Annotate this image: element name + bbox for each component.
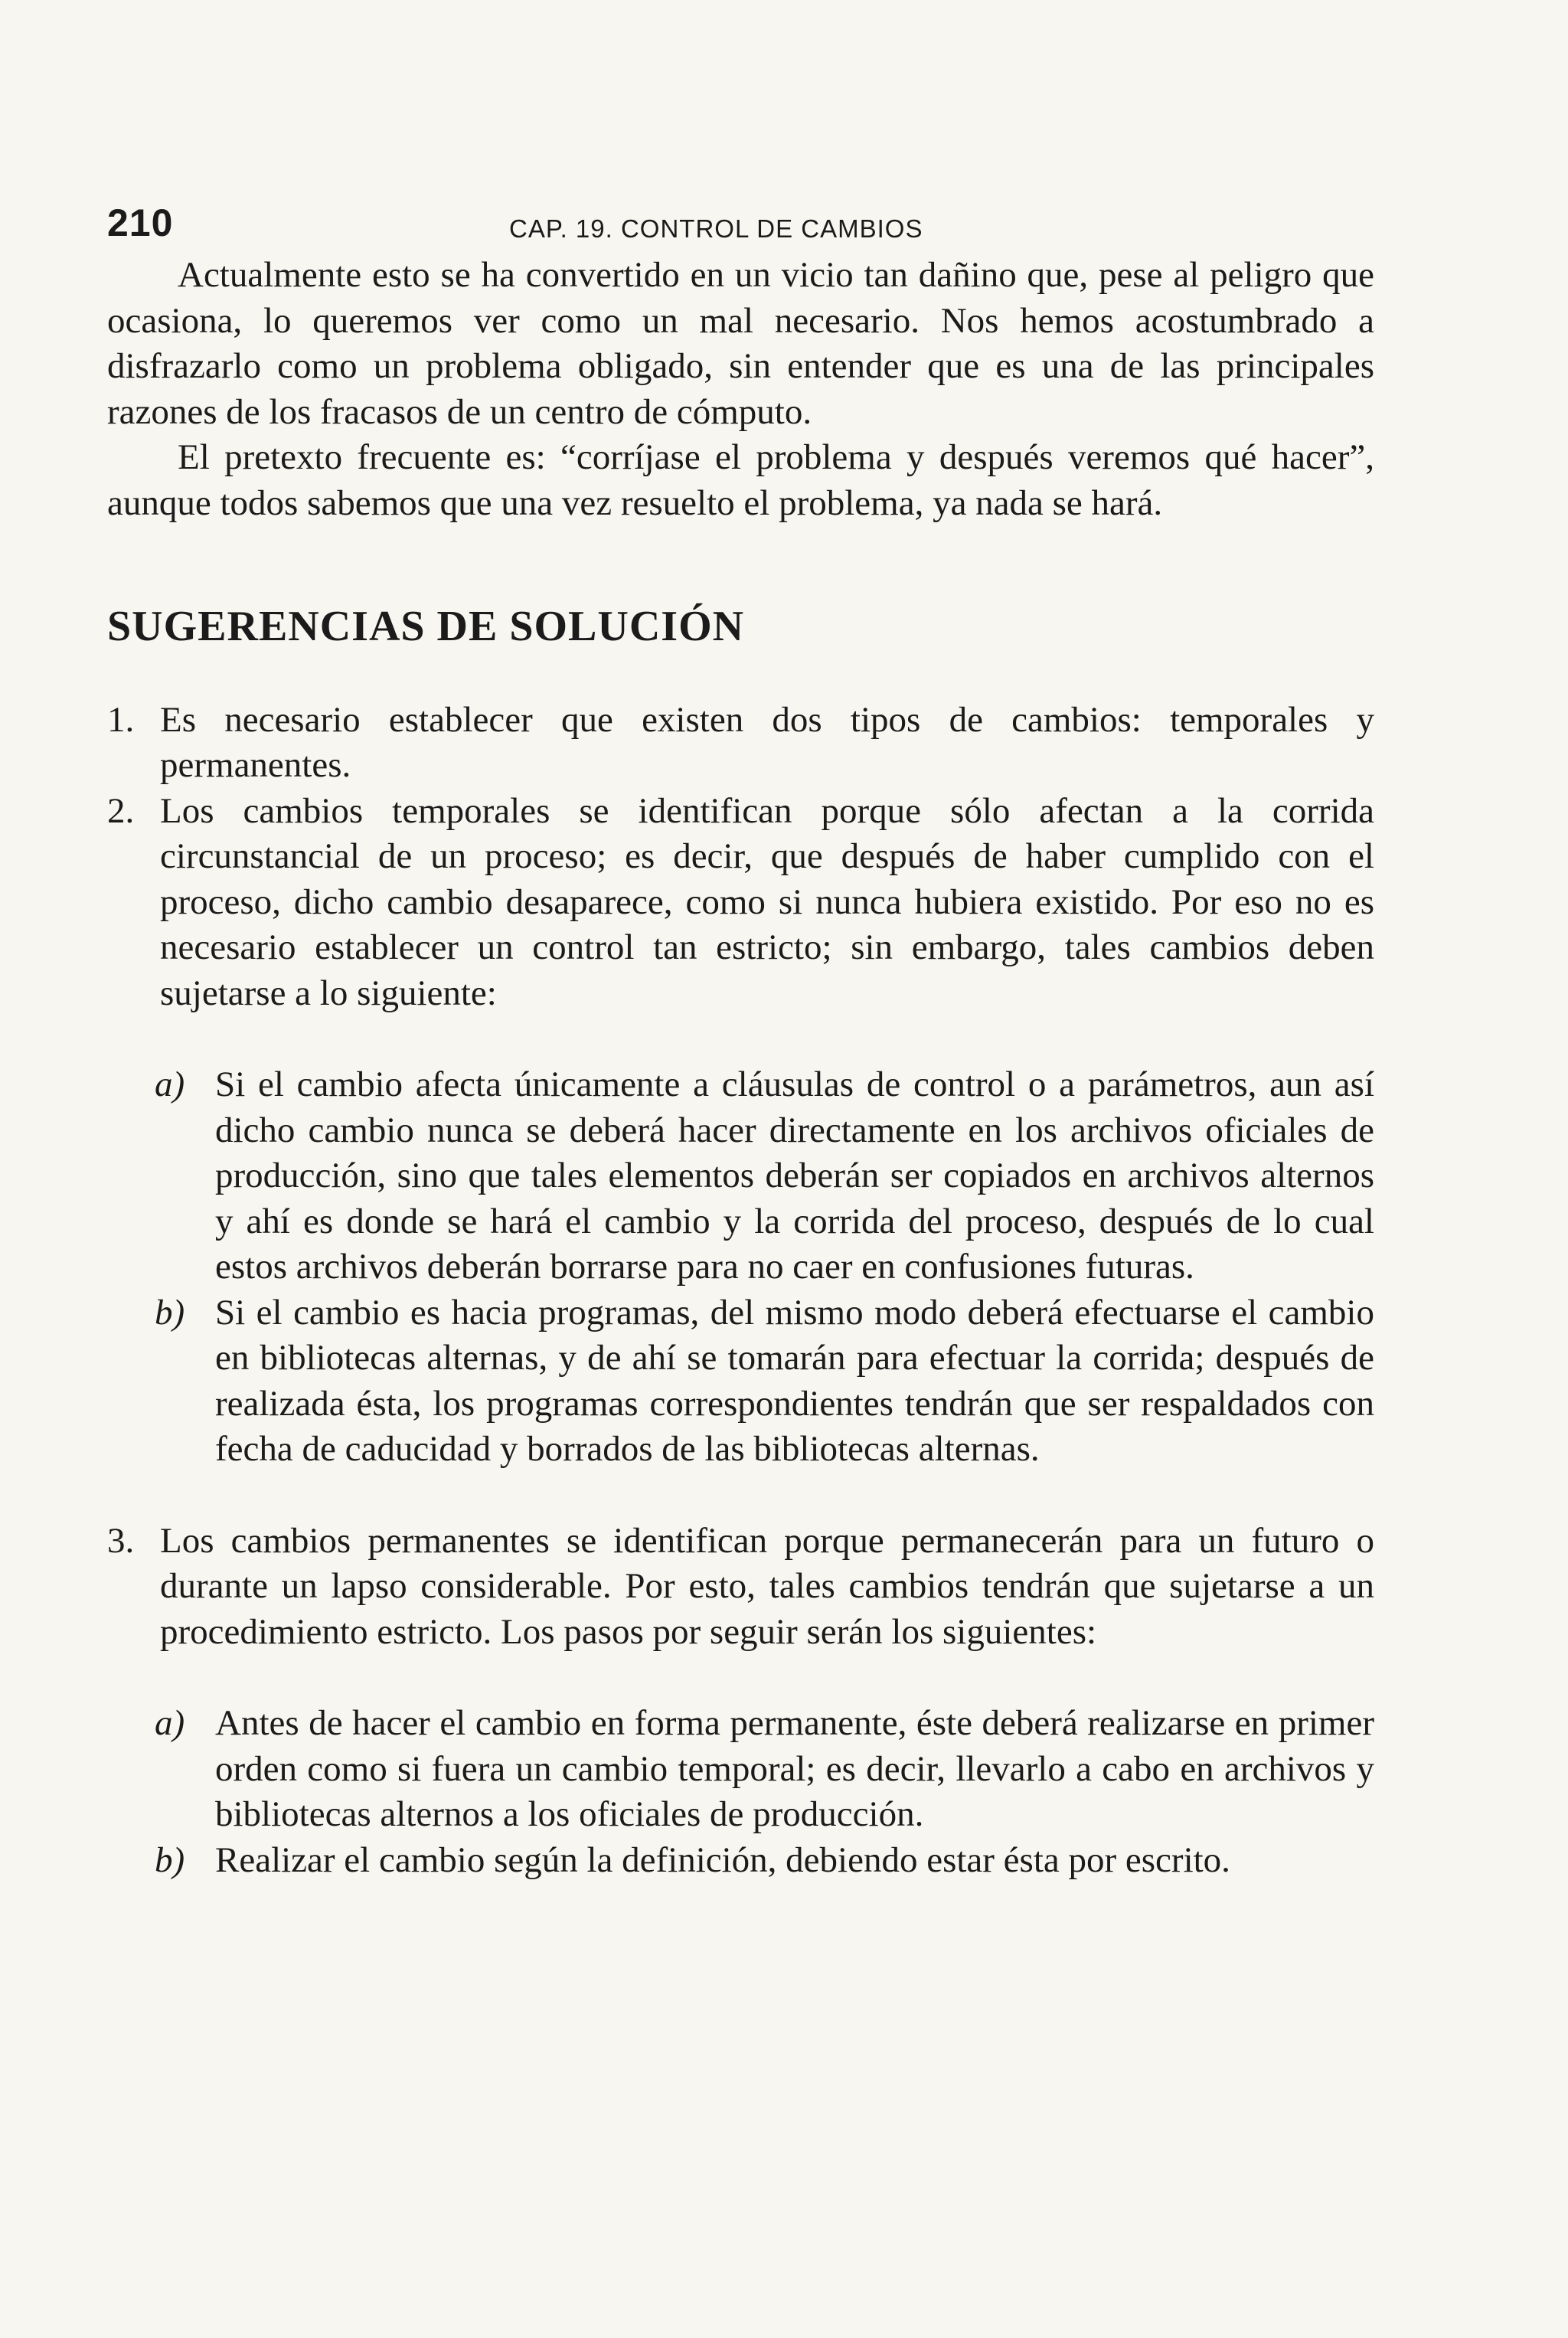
sub-item-text: Antes de hacer el cambio en forma permanente, éste deberá realizarse en primer orden como si fuera un cambio temporal; es decir, llevarlo a cabo en archivos y bibliotecas alternos a los oficiales de producción. [215,1703,1374,1834]
sub-item-letter: a) [155,1703,185,1743]
sub-item-3b [107,1838,1374,1884]
sub-list-3 [107,1701,1374,1883]
item-number: 1. [107,699,135,740]
numbered-item-3 [107,1519,1374,1656]
item-text: Es necesario establecer que existen dos tipos de cambios: temporales y permanentes. [160,699,1374,785]
sub-item-letter: a) [155,1064,185,1104]
sub-list-2 [107,1062,1374,1473]
body-paragraph: Actualmente esto se ha convertido en un vicio tan dañino que, pese al peligro que ocasiona, lo queremos ver como un mal necesario. Nos hemos acostumbrado a disfrazarlo como un problema obligado, sin entender que es una de las principales razones de los fracasos de un centro de cómputo. [107,255,1374,432]
page-number: 210 [107,201,174,244]
numbered-item-1 [107,698,1374,789]
sub-item-text: Si el cambio es hacia programas, del mismo modo deberá efectuarse el cambio en bibliotecas alternas, y de ahí se tomarán para efectuar la corrida; después de realizada ésta, los programas correspondientes tendrán que ser respaldados con fecha de caducidad y borrados de las bibliotecas alternas. [215,1292,1374,1469]
sub-item-text: Si el cambio afecta únicamente a cláusulas de control o a parámetros, aun así dicho cambio nunca se deberá hacer directamente en los archivos oficiales de producción, sino que tales elementos deberán ser copiados en archivos alternos y ahí es donde se hará el cambio y la corrida del proceso, después de lo cual estos archivos deberán borrarse para no caer en confusiones futuras. [215,1064,1374,1287]
section-heading: SUGERENCIAS DE SOLUCIÓN [107,603,745,650]
item-number: 2. [107,790,135,831]
sub-item-2a [107,1062,1374,1290]
page-body [107,253,1374,1883]
sub-item-3a [107,1701,1374,1838]
sub-item-letter: b) [155,1292,185,1332]
numbered-item-2 [107,789,1374,1017]
book-page [107,191,1374,1883]
running-header [107,191,1374,253]
chapter-running-title: CAP. 19. CONTROL DE CAMBIOS [509,214,923,243]
body-paragraph: El pretexto frecuente es: “corríjase el problema y después veremos qué hacer”, aunque todos sabemos que una vez resuelto el problema, ya nada se hará. [107,437,1374,523]
sub-item-text: Realizar el cambio según la definición, debiendo estar ésta por escrito. [215,1839,1230,1880]
item-text: Los cambios permanentes se identifican porque permanecerán para un futuro o durante un lapso considerable. Por esto, tales cambios tendrán que sujetarse a un procedimiento estricto. Los pasos por seguir serán los siguientes: [160,1520,1374,1652]
sub-item-letter: b) [155,1839,185,1880]
sub-item-2b [107,1290,1374,1473]
item-text: Los cambios temporales se identifican porque sólo afectan a la corrida circunstancial de un proceso; es decir, que después de haber cumplido con el proceso, dicho cambio desaparece, como si nunca hubiera existido. Por eso no es necesario establecer un control tan estricto; sin embargo, tales cambios deben sujetarse a lo siguiente: [160,790,1374,1013]
item-number: 3. [107,1520,135,1561]
